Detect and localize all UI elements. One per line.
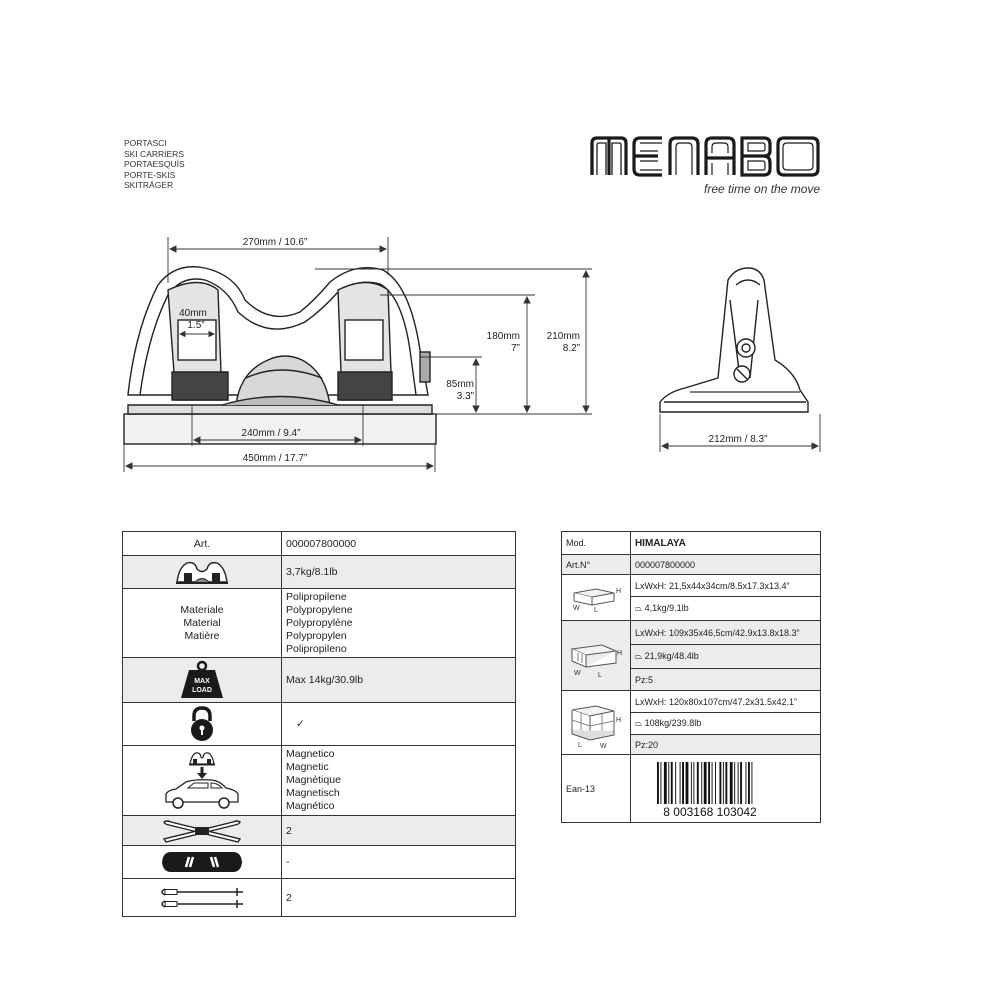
max-load-weight-icon: [177, 660, 227, 700]
barcode: [635, 758, 785, 818]
barcode-bar: [697, 762, 699, 804]
dim-clamp-in: 1.5”: [187, 320, 205, 331]
table-row: [123, 589, 516, 658]
ski-carrier-icon: [173, 559, 231, 585]
axis-h-label: H: [616, 587, 622, 595]
table-row: [123, 658, 516, 703]
table-row: [123, 879, 516, 917]
barcode-bar: [685, 762, 688, 804]
table-row: [562, 532, 821, 555]
mount-value: Magnetic: [286, 761, 329, 773]
pallet-dims: LxWxH: 120x80x107cm/47.2x31.5x42.1”: [630, 691, 820, 713]
max-load-text: LOAD: [192, 687, 212, 694]
front-view: [124, 267, 436, 444]
single-dims: LxWxH: 21,5x44x34cm/8.5x17.3x13.4”: [630, 575, 820, 597]
dim-base-total: 450mm / 17.7”: [242, 453, 308, 464]
carton-pcs: Pz:5: [630, 669, 820, 691]
table-row: [123, 846, 516, 879]
category-label: SKITRÄGER: [124, 180, 174, 190]
material-value: Polypropylene: [286, 603, 353, 616]
skis-value: 2: [282, 816, 516, 846]
material-label: Material: [183, 616, 221, 629]
dim-180-in: 7”: [511, 343, 520, 354]
snowboard-value: -: [282, 846, 516, 879]
artn-value: 000007800000: [630, 555, 820, 575]
barcode-bar: [675, 762, 676, 804]
dim-base-inner: 240mm / 9.4”: [241, 428, 301, 439]
barcode-bar: [701, 762, 702, 804]
pallet-weight: 108kg/239.8lb: [644, 718, 702, 728]
barcode-bar: [719, 762, 721, 804]
material-labels: [123, 589, 282, 658]
padlock-icon: [187, 706, 217, 742]
max-load-value: Max 14kg/30.9lb: [282, 658, 516, 703]
art-value: 000007800000: [282, 532, 516, 556]
barcode-bar: [704, 762, 707, 804]
axis-h-label: H: [616, 716, 622, 724]
barcode-bars: [657, 762, 752, 804]
category-label: SKI CARRIERS: [124, 148, 184, 159]
carton-weight: 21,9kg/48.4lb: [644, 651, 699, 661]
single-weight: 4,1kg/9.1lb: [644, 603, 689, 613]
skis-icon: [161, 819, 243, 843]
pallet-icon: [566, 694, 624, 750]
mount-values: [282, 746, 516, 816]
carton-dims: LxWxH: 109x35x46,5cm/42.9x13.8x18.3”: [630, 621, 820, 645]
barcode-bar: [660, 762, 661, 804]
magnetic-car-mount-icon: [162, 750, 242, 812]
table-row: [123, 532, 516, 556]
category-label: PORTAESQUÍS: [124, 159, 185, 169]
mod-label: Mod.: [562, 532, 631, 555]
axis-h-label: H: [617, 649, 623, 657]
weight-icon: ⏢: [634, 651, 643, 661]
table-row: [562, 755, 821, 823]
barcode-bar: [664, 762, 667, 804]
material-value: Polipropilene: [286, 590, 347, 603]
mount-value: Magnético: [286, 800, 335, 812]
axis-l-label: L: [578, 741, 582, 749]
brand-tagline: free time on the move: [704, 182, 821, 196]
axis-w-label: W: [574, 669, 581, 677]
material-label: Matière: [184, 629, 220, 642]
dim-210-in: 8.2”: [562, 343, 580, 354]
barcode-bar: [691, 762, 692, 804]
max-load-text: MAX: [194, 678, 210, 685]
barcode-bar: [668, 762, 669, 804]
dim-85-in: 3.3”: [456, 391, 474, 402]
lock-value: ✓: [282, 703, 516, 746]
axis-l-label: L: [594, 606, 598, 614]
dim-85-mm: 85mm: [446, 379, 474, 390]
barcode-bar: [740, 762, 742, 804]
table-row: [123, 816, 516, 846]
barcode-bar: [712, 762, 713, 804]
package-table: [561, 531, 821, 823]
category-label: PORTASCI: [124, 138, 167, 148]
table-row: [562, 575, 821, 597]
barcode-bar: [730, 762, 733, 804]
carton-box-icon: [566, 631, 624, 679]
dim-top-width: 270mm / 10.6”: [242, 237, 308, 248]
table-row: [562, 621, 821, 645]
table-row: [562, 691, 821, 713]
barcode-bar: [748, 762, 750, 804]
weight-icon: ⏢: [634, 603, 643, 613]
material-value: Polypropylen: [286, 629, 347, 642]
material-values: [282, 589, 516, 658]
material-label: Materiale: [180, 603, 224, 616]
dim-side-width: 212mm / 8.3”: [708, 434, 768, 445]
barcode-bar: [715, 762, 716, 804]
ski-poles-icon: [157, 884, 247, 912]
material-value: Polypropylène: [286, 616, 353, 629]
barcode-bar: [657, 762, 659, 804]
table-row: [123, 556, 516, 589]
material-value: Polipropileno: [286, 642, 347, 655]
barcode-bar: [680, 762, 681, 804]
ean-label: Ean-13: [562, 755, 631, 823]
barcode-bar: [734, 762, 735, 804]
mod-value: HIMALAYA: [630, 532, 820, 555]
barcode-bar: [738, 762, 739, 804]
category-label: PORTE-SKIS: [124, 169, 176, 180]
spec-table: [122, 531, 516, 917]
ean-digits: 8 003168 103042: [663, 804, 757, 818]
barcode-bar: [693, 762, 694, 804]
barcode-bar: [745, 762, 746, 804]
mount-value: Magnetico: [286, 748, 335, 760]
axis-l-label: L: [598, 671, 602, 679]
weight-value: 3,7kg/8.1lb: [282, 556, 516, 589]
dim-210-mm: 210mm: [546, 331, 580, 342]
table-row: [123, 746, 516, 816]
dim-180-mm: 180mm: [486, 331, 520, 342]
snowboard-icon: [159, 849, 245, 875]
side-view: [660, 268, 808, 412]
art-label: Art.: [123, 532, 282, 556]
table-row: [123, 703, 516, 746]
mount-value: Magnetisch: [286, 787, 340, 799]
table-row: [562, 555, 821, 575]
axis-w-label: W: [573, 604, 580, 612]
weight-icon: ⏢: [634, 718, 643, 728]
axis-w-label: W: [600, 742, 607, 750]
barcode-bar: [682, 762, 684, 804]
barcode-bar: [725, 762, 727, 804]
barcode-bar: [671, 762, 673, 804]
artn-label: Art.N°: [562, 555, 631, 575]
single-box-icon: [566, 579, 624, 615]
barcode-bar: [723, 762, 724, 804]
mount-value: Magnètique: [286, 774, 341, 786]
barcode-bar: [751, 762, 752, 804]
barcode-bar: [708, 762, 710, 804]
poles-value: 2: [282, 879, 516, 917]
pallet-pcs: Pz:20: [630, 735, 820, 755]
dim-clamp-mm: 40mm: [179, 308, 207, 319]
